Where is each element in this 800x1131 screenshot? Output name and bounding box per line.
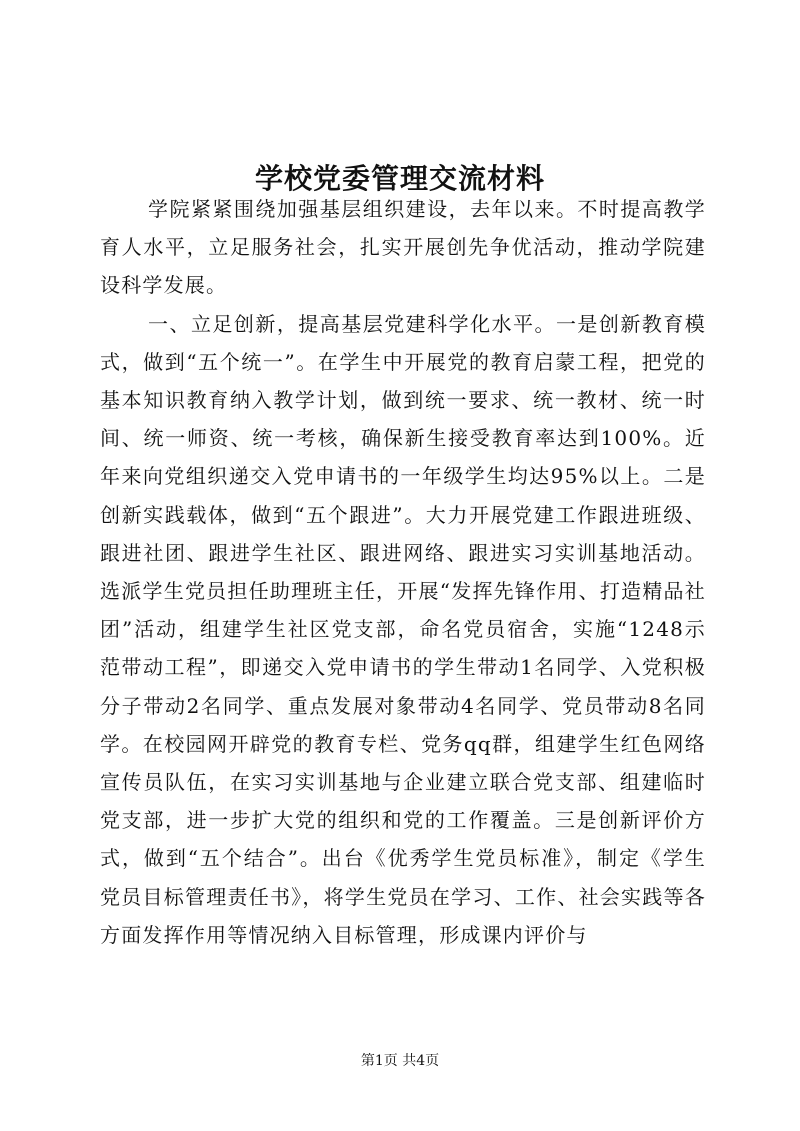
document-title: 学校党委管理交流材料 (254, 161, 545, 195)
page-footer: 第1页 共4页 (360, 1053, 440, 1069)
document-body (100, 190, 706, 954)
paragraph-intro: 学院紧紧围绕加强基层组织建设，去年以来。不时提高教学育人水平，立足服务社会，扎实开展创先争优活动，推动学院建设科学发展。 (100, 197, 706, 298)
paragraph-section-one: 一、立足创新，提高基层党建科学化水平。一是创新教育模式，做到“五个统一”。在学生中开展党的教育启蒙工程，把党的基本知识教育纳入教学计划，做到统一要求、统一教材、统一时间、统一师资、统一考核，确保新生接受教育率达到100%。近年来向党组织递交入党申请书的一年级学生均达95%以上。二是创新实践载体，做到“五个跟进”。大力开展党建工作跟进班级、跟进社团、跟进学生社区、跟进网络、跟进实习实训基地活动。选派学生党员担任助理班主任，开展“发挥先锋作用、打造精品社团”活动，组建学生社区党支部，命名党员宿舍，实施“1248示范带动工程”，即递交入党申请书的学生带动1名同学、入党积极分子带动2名同学、重点发展对象带动4名同学、党员带动8名同学。在校园网开辟党的教育专栏、党务qq群，组建学生红色网络宣传员队伍，在实习实训基地与企业建立联合党支部、组建临时党支部，进一步扩大党的组织和党的工作覆盖。三是创新评价方式，做到“五个结合”。出台《优秀学生党员标准》，制定《学生党员目标管理责任书》，将学生党员在学习、工作、社会实践等各方面发挥作用等情况纳入目标管理，形成课内评价与 (100, 311, 706, 947)
